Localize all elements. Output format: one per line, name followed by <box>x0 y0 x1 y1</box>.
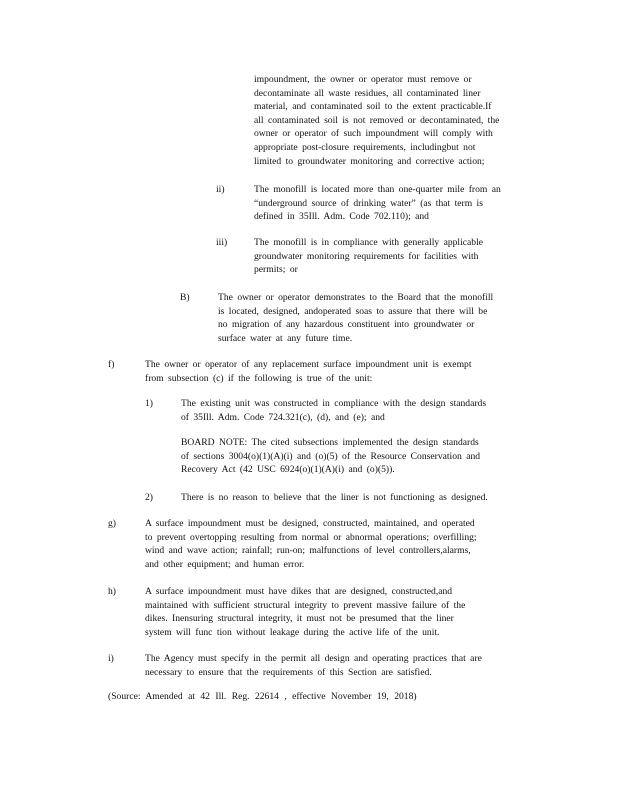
item-ii-text <box>254 183 540 224</box>
text-line: decontaminate all waste residues, all contaminated liner <box>254 87 481 99</box>
text-line: “underground source of drinking water” (as that term is <box>254 197 483 209</box>
text-line: and other equipment; and human error. <box>145 558 305 570</box>
text-line: of sections 3004(o)(1)(A)(i) and (o)(5) of the Resource Conservation and <box>181 450 481 462</box>
text-line: The monofill is located more than one-quarter mile from an <box>254 184 501 195</box>
item-f-text <box>145 358 521 385</box>
text-line: limited to groundwater monitoring and corrective action; <box>254 155 485 167</box>
text-line: The monofill is in compliance with generally applicable <box>254 237 483 248</box>
item-label-1: 1) <box>145 398 153 409</box>
text-line: necessary to ensure that the requirements of this Section are satisfied. <box>145 666 432 678</box>
text-line: dikes. Inensuring structural integrity, it must not be presumed that the liner <box>145 613 454 625</box>
item-label-g: g) <box>108 518 116 529</box>
text-line: all contaminated soil is not removed or decontaminated, the <box>254 114 500 126</box>
item-2-text <box>181 491 533 505</box>
text-line: A surface impoundment must have dikes that are designed, constructed,and <box>145 586 453 597</box>
item-label-h: h) <box>108 586 116 597</box>
text-line: is located, designed, andoperated soas to assure that there will be <box>218 305 488 317</box>
item-iii-text <box>254 236 522 277</box>
item-label-2: 2) <box>145 492 153 503</box>
item-label-i: i) <box>108 653 114 664</box>
text-line: impoundment, the owner or operator must remove or <box>254 74 472 85</box>
text-line: surface water at any future time. <box>218 332 353 344</box>
item-g-text <box>145 517 532 571</box>
text-line: maintained with sufficient structural integrity to prevent massive failure of the <box>145 599 466 611</box>
text-line: system will func tion without leakage during the active life of the unit. <box>145 626 440 638</box>
item-h-text <box>145 585 522 639</box>
text-line: permits; or <box>254 264 298 276</box>
item-1-text <box>181 397 533 424</box>
text-line: material, and contaminated soil to the extent practicable.If <box>254 101 492 113</box>
item-B-text <box>218 291 532 345</box>
text-line: BOARD NOTE: The cited subsections implemented the design standards <box>181 437 479 448</box>
text-line: appropriate post-closure requirements, includingbut not <box>254 141 476 153</box>
text-line: to prevent overtopping resulting from normal or abnormal operations; overfilling; <box>145 531 477 543</box>
text-line: groundwater monitoring requirements for facilities with <box>254 250 479 262</box>
item-label-B: B) <box>180 292 190 303</box>
text-line: owner or operator of such impoundment will comply with <box>254 128 493 140</box>
text-line: The owner or operator demonstrates to the Board that the monofill <box>218 292 494 303</box>
text-line: no migration of any hazardous constituent into groundwater or <box>218 319 475 331</box>
text-line: The owner or operator of any replacement surface impoundment unit is exempt <box>145 359 472 370</box>
text-line: of 35Ill. Adm. Code 724.321(c), (d), and (e); and <box>181 411 385 423</box>
text-line: defined in 35Ill. Adm. Code 702.110); and <box>254 211 429 223</box>
paragraph-continuation <box>254 73 540 168</box>
source-note: (Source: Amended at 42 Ill. Reg. 22614 , effective November 19, 2018) <box>108 691 417 702</box>
text-line: The existing unit was constructed in compliance with the design standards <box>181 398 487 409</box>
text-line: Recovery Act (42 USC 6924(o)(1)(A)(i) and (o)(5)). <box>181 464 395 476</box>
item-label-iii: iii) <box>216 237 228 248</box>
text-line: from subsection (c) if the following is true of the unit: <box>145 372 373 384</box>
text-line: There is no reason to believe that the liner is not functioning as designed. <box>181 492 488 503</box>
item-i-text <box>145 652 533 679</box>
text-line: A surface impoundment must be designed, constructed, maintained, and operated <box>145 518 475 529</box>
item-label-ii: ii) <box>216 184 225 195</box>
board-note <box>181 436 533 477</box>
text-line: The Agency must specify in the permit all design and operating practices that are <box>145 653 482 664</box>
text-line: wind and wave action; rainfall; run-on; malfunctions of level controllers,alarms, <box>145 545 471 557</box>
item-label-f: f) <box>108 359 115 370</box>
